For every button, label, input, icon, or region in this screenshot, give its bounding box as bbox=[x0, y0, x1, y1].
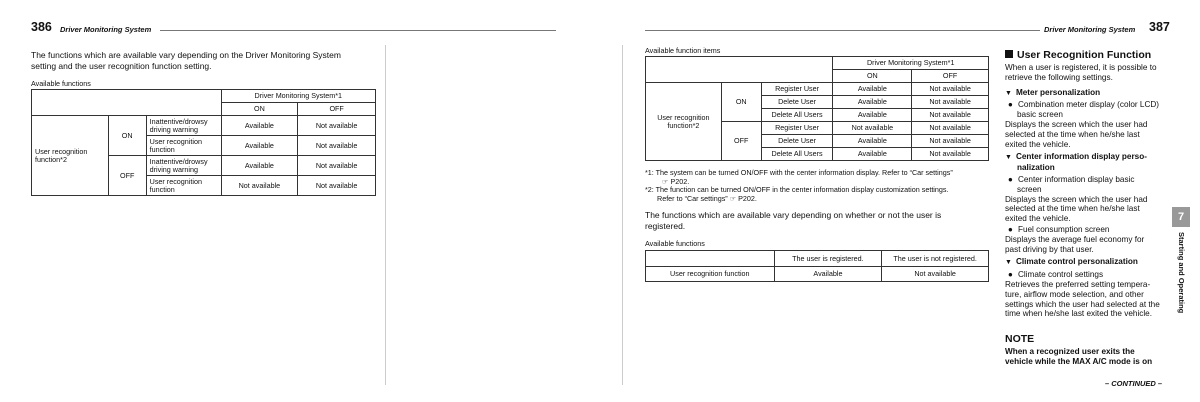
item-cell: Delete User bbox=[761, 96, 833, 109]
value-cell: Available bbox=[833, 96, 912, 109]
item-cell: Delete User bbox=[761, 135, 833, 148]
page-number: 387 bbox=[1149, 20, 1170, 34]
value-cell: Not available bbox=[912, 122, 989, 135]
col-on: ON bbox=[221, 103, 298, 116]
col-on: ON bbox=[833, 70, 912, 83]
value-cell: Available bbox=[833, 109, 912, 122]
climate-heading: ▼ Climate control personalization bbox=[1005, 257, 1138, 267]
item-cell: Delete All Users bbox=[761, 109, 833, 122]
value-cell: Not available bbox=[912, 96, 989, 109]
value-cell: Not available bbox=[221, 176, 298, 196]
intro-line: The functions which are available vary depending on the Driver Monitoring System bbox=[31, 50, 341, 60]
dot-bullet-icon: ● bbox=[1008, 174, 1013, 184]
registration-paragraph: The functions which are available vary depending on whether or not the user is registered. bbox=[645, 210, 942, 231]
col-off: OFF bbox=[912, 70, 989, 83]
table-caption: Available functions bbox=[31, 79, 91, 88]
off-label: OFF bbox=[108, 156, 146, 196]
col-registered: The user is registered. bbox=[774, 251, 882, 267]
value-cell: Available bbox=[833, 148, 912, 161]
col-not-registered: The user is not registered. bbox=[882, 251, 989, 267]
note-title: NOTE bbox=[1005, 333, 1035, 345]
footnotes bbox=[645, 169, 995, 203]
registration-functions-table bbox=[645, 250, 989, 282]
item-cell: Delete All Users bbox=[761, 148, 833, 161]
function-items-table bbox=[645, 56, 989, 161]
value-cell: Available bbox=[833, 135, 912, 148]
page-number: 386 bbox=[31, 20, 52, 34]
row-label: User recognition function bbox=[646, 267, 775, 282]
climate-bullet: ● Climate control settings bbox=[1008, 270, 1104, 280]
dms-header: Driver Monitoring System*1 bbox=[221, 90, 375, 103]
table-corner bbox=[32, 90, 222, 116]
header-rule bbox=[160, 30, 556, 31]
value-cell: Available bbox=[221, 116, 298, 136]
on-label: ON bbox=[108, 116, 146, 156]
dms-header: Driver Monitoring System*1 bbox=[833, 57, 989, 70]
footnote-line: ☞ P202. bbox=[662, 176, 690, 186]
meter-bullet: ● Combination meter display (color LCD) bbox=[1008, 100, 1160, 110]
section-title: User Recognition Function bbox=[1005, 49, 1151, 61]
table-corner bbox=[646, 251, 775, 267]
functions-caption: Available functions bbox=[645, 239, 705, 248]
value-cell: Not available bbox=[912, 109, 989, 122]
note-text: When a recognized user exits the vehicle while the MAX A/C mode is on bbox=[1005, 347, 1153, 366]
chapter-title: Starting and Operating bbox=[1177, 232, 1186, 314]
sidebar-body: When a user is registered, it is possible to retrieve the following settings. ▼ Meter personalization ● Combination meter display (color LCD) basic screen Displays the screen which the user had selected at the time when he/she last exited the vehicle. ▼ Center information display perso- nalization ● Center information display basic screen Displays the screen which the user had selected at the time when he/she last exited the vehicle. ● Fuel consumption screen Displays the average fuel economy for past driving by that user. ▼ Climate control personalization ● Climate control settings Retrieves the preferred setting tempera- ture, airflow mode selection, and other settings which the user had selected at the time when he/she last exited the vehicle. bbox=[1005, 63, 1170, 319]
continued-label: – CONTINUED – bbox=[1105, 379, 1163, 388]
intro-line: setting and the user recognition function setting. bbox=[31, 60, 212, 71]
col-off: OFF bbox=[298, 103, 376, 116]
cid-heading: ▼ Center information display perso- bbox=[1005, 152, 1147, 162]
table-corner bbox=[646, 57, 833, 83]
triangle-bullet-icon: ▼ bbox=[1005, 89, 1012, 97]
footnote-line: *2: The function can be turned ON/OFF in the center information display customization settings. bbox=[645, 185, 949, 194]
on-label: ON bbox=[721, 83, 761, 122]
dot-bullet-icon: ● bbox=[1008, 224, 1013, 234]
value-cell: Not available bbox=[912, 135, 989, 148]
function-cell: User recognition function bbox=[146, 176, 221, 196]
row-group-label: User recognition function*2 bbox=[32, 116, 109, 196]
cid-bullet: ● Center information display basic bbox=[1008, 174, 1135, 184]
header-rule bbox=[645, 30, 1040, 31]
dot-bullet-icon: ● bbox=[1008, 270, 1013, 280]
row-group-label: User recognition function*2 bbox=[646, 83, 722, 161]
off-label: OFF bbox=[721, 122, 761, 161]
triangle-bullet-icon: ▼ bbox=[1005, 154, 1012, 162]
header-title: Driver Monitoring System bbox=[1044, 25, 1136, 34]
fuel-bullet: ● Fuel consumption screen bbox=[1008, 224, 1110, 234]
footnote-line: *1: The system can be turned ON/OFF with the center information display. Refer to “Car settings” bbox=[645, 168, 953, 177]
item-cell: Register User bbox=[761, 83, 833, 96]
function-cell: User recognition function bbox=[146, 136, 221, 156]
triangle-bullet-icon: ▼ bbox=[1005, 259, 1012, 267]
right-page bbox=[600, 0, 1200, 402]
value-cell: Not available bbox=[833, 122, 912, 135]
column-divider bbox=[385, 45, 386, 385]
item-cell: Register User bbox=[761, 122, 833, 135]
intro-paragraph bbox=[31, 50, 381, 71]
value-cell: Available bbox=[221, 136, 298, 156]
value-cell: Not available bbox=[298, 176, 376, 196]
chapter-tab: 7 bbox=[1172, 207, 1190, 227]
value-cell: Not available bbox=[912, 148, 989, 161]
value-cell: Available bbox=[833, 83, 912, 96]
value-cell: Not available bbox=[298, 116, 376, 136]
items-caption: Available function items bbox=[645, 46, 721, 55]
footnote-line: Refer to “Car settings” ☞ P202. bbox=[657, 193, 757, 203]
available-functions-table bbox=[31, 89, 376, 196]
column-divider bbox=[622, 45, 623, 385]
value-cell: Not available bbox=[298, 136, 376, 156]
dot-bullet-icon: ● bbox=[1008, 100, 1013, 110]
value-cell: Not available bbox=[882, 267, 989, 282]
function-cell: Inattentive/drowsy driving warning bbox=[146, 156, 221, 176]
value-cell: Not available bbox=[912, 83, 989, 96]
meter-heading: ▼ Meter personalization bbox=[1005, 87, 1101, 97]
value-cell: Available bbox=[774, 267, 882, 282]
function-cell: Inattentive/drowsy driving warning bbox=[146, 116, 221, 136]
value-cell: Available bbox=[221, 156, 298, 176]
value-cell: Not available bbox=[298, 156, 376, 176]
header-title: Driver Monitoring System bbox=[60, 25, 152, 34]
square-bullet-icon bbox=[1005, 50, 1013, 58]
